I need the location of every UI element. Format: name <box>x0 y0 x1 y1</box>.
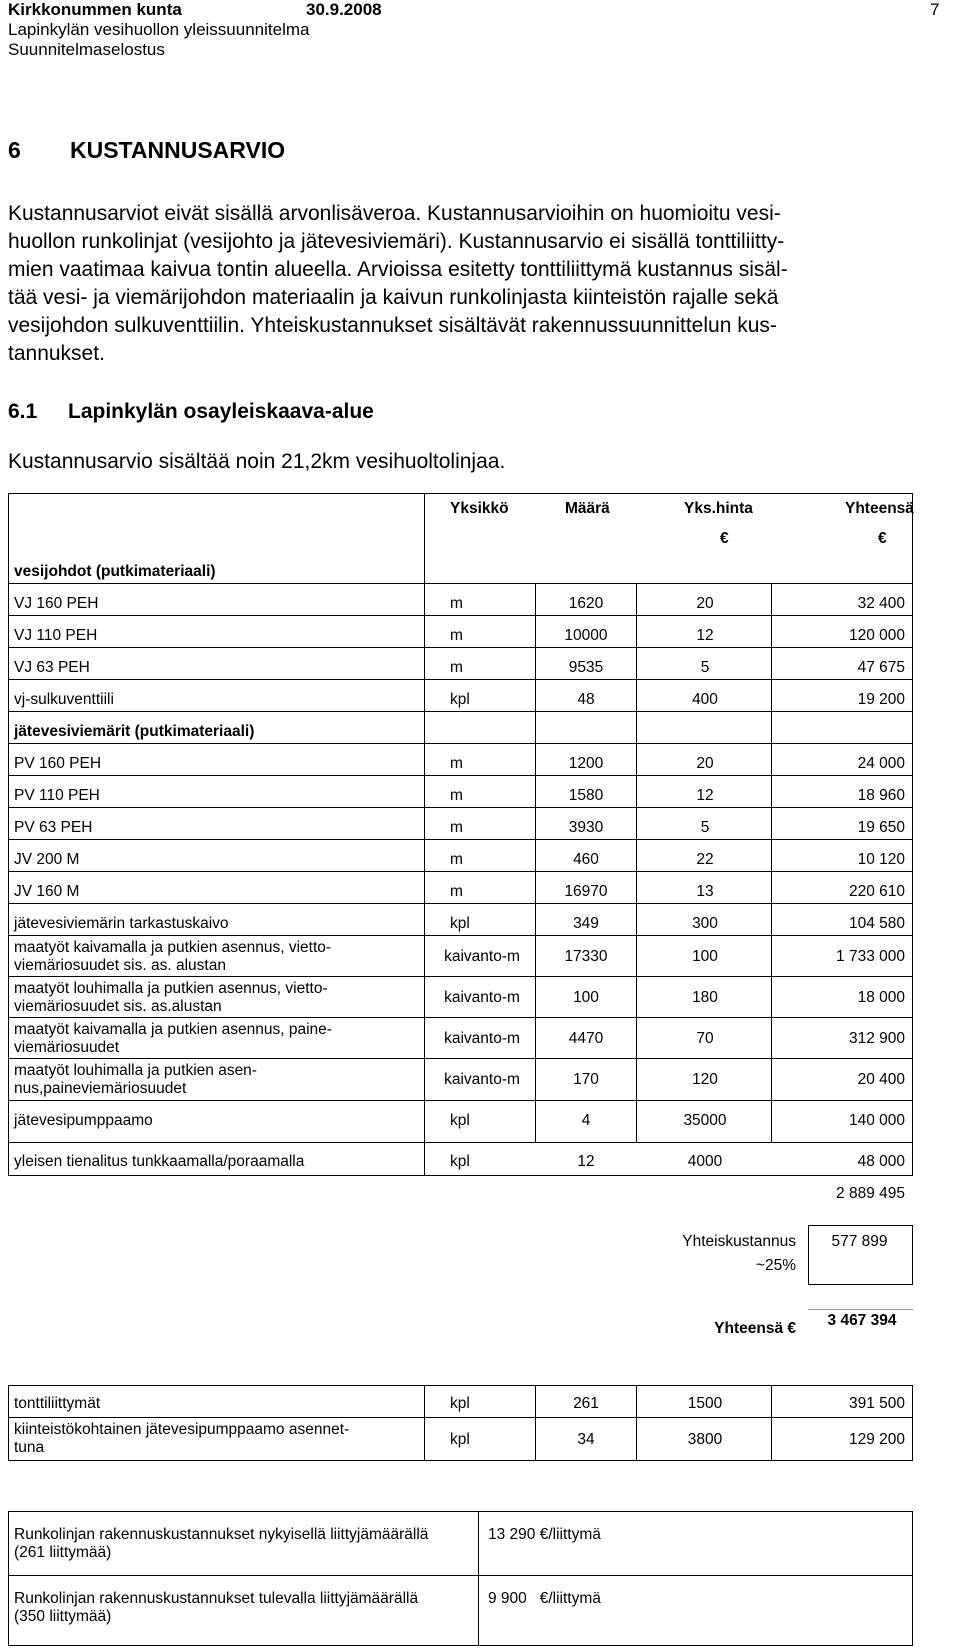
header-currency-unit-price: € <box>720 530 729 547</box>
row-total: 19 650 <box>857 819 905 836</box>
row-price: 13 <box>696 883 714 900</box>
row-total: 312 900 <box>848 1030 905 1047</box>
section-title: Lapinkylän osayleiskaava-alue <box>68 400 374 423</box>
joint-costs-value: 577 899 <box>831 1233 888 1250</box>
row-item: maatyöt louhimalla ja putkien asennus, vietto- <box>14 980 328 997</box>
row-unit: m <box>450 659 463 676</box>
row-item: tonttiliittymät <box>14 1395 101 1412</box>
row-qty: 9535 <box>568 659 604 676</box>
row-price: 5 <box>700 659 710 676</box>
row-item: maatyöt kaivamalla ja putkien asennus, vietto- <box>14 939 332 956</box>
row-item: jätevesiviemärin tarkastuskaivo <box>14 915 229 932</box>
row-unit: kpl <box>450 1153 470 1170</box>
row-total: 129 200 <box>848 1431 905 1448</box>
row-item: VJ 110 PEH <box>14 627 98 644</box>
row-price: 180 <box>692 989 718 1006</box>
row-item-cont: nus,paineviemäriosuudet <box>14 1080 187 1097</box>
row-price: 20 <box>696 595 714 612</box>
row-item: VJ 160 PEH <box>14 595 99 612</box>
row-item: JV 200 M <box>14 851 80 868</box>
row-qty: 3930 <box>568 819 604 836</box>
row-value: 13 290 €/liittymä <box>488 1526 601 1543</box>
row-price: 1500 <box>687 1395 723 1412</box>
page-number: 7 <box>930 0 940 19</box>
row-item-cont: viemäriosuudet sis. as.alustan <box>14 998 222 1015</box>
row-unit: m <box>450 851 463 868</box>
row-total: 220 610 <box>848 883 905 900</box>
row-total: 48 000 <box>857 1153 905 1170</box>
summary-text: Kustannusarvio sisältää noin 21,2km vesihuoltolinjaa. <box>8 450 506 473</box>
group-sewer-lines: jätevesiviemärit (putkimateriaali) <box>14 723 255 740</box>
row-item: yleisen tienalitus tunkkaamalla/poraamalla <box>14 1153 305 1170</box>
row-unit: m <box>450 595 463 612</box>
row-qty: 12 <box>577 1153 595 1170</box>
row-price: 120 <box>692 1071 718 1088</box>
intro-line: vesijohdon sulkuventtiilin. Yhteiskustannukset sisältävät rakennussuunnittelun kus- <box>8 314 777 337</box>
header-unit-price: Yks.hinta <box>684 500 753 517</box>
row-unit: m <box>450 755 463 772</box>
row-price: 12 <box>696 787 714 804</box>
row-item: PV 110 PEH <box>14 787 100 804</box>
row-qty: 16970 <box>564 883 608 900</box>
row-unit: kpl <box>450 691 470 708</box>
row-total: 120 000 <box>848 627 905 644</box>
header-company: Kirkkonummen kunta <box>8 0 182 19</box>
row-unit: m <box>450 627 463 644</box>
row-item: kiinteistökohtainen jätevesipumppaamo asennet- <box>14 1421 350 1438</box>
row-price: 100 <box>692 948 718 965</box>
row-qty: 100 <box>573 989 599 1006</box>
row-price: 400 <box>692 691 718 708</box>
row-unit: kpl <box>450 1431 470 1448</box>
row-total: 47 675 <box>857 659 905 676</box>
row-unit: m <box>450 883 463 900</box>
row-qty: 170 <box>573 1071 599 1088</box>
row-total: 104 580 <box>848 915 905 932</box>
row-unit: kaivanto-m <box>444 989 520 1006</box>
row-total: 24 000 <box>857 755 905 772</box>
row-label-cont: (350 liittymää) <box>14 1608 112 1625</box>
subtotal-value: 2 889 495 <box>836 1185 905 1202</box>
row-item: jätevesipumppaamo <box>14 1112 153 1129</box>
row-total: 20 400 <box>857 1071 905 1088</box>
row-price: 35000 <box>683 1112 727 1129</box>
row-price: 22 <box>696 851 714 868</box>
row-qty: 349 <box>573 915 599 932</box>
row-qty: 4470 <box>568 1030 604 1047</box>
row-total: 32 400 <box>857 595 905 612</box>
row-total: 18 000 <box>857 989 905 1006</box>
header-quantity: Määrä <box>565 500 610 517</box>
row-qty: 4 <box>581 1112 591 1129</box>
row-qty: 460 <box>573 851 599 868</box>
row-value: 9 900 €/liittymä <box>488 1590 601 1607</box>
row-price: 4000 <box>687 1153 723 1170</box>
row-total: 10 120 <box>857 851 905 868</box>
row-item: maatyöt louhimalla ja putkien asen- <box>14 1062 257 1079</box>
row-item-cont: viemäriosuudet sis. as. alustan <box>14 957 226 974</box>
row-item: VJ 63 PEH <box>14 659 90 676</box>
row-item: vj-sulkuventtiili <box>14 691 114 708</box>
header-doc-type: Suunnitelmaselostus <box>8 40 165 59</box>
joint-costs-percent: ~25% <box>755 1257 796 1274</box>
row-qty: 17330 <box>564 948 608 965</box>
intro-line: huollon runkolinjat (vesijohto ja jätevesiviemäri). Kustannusarvio ei sisällä tonttiliitty- <box>8 230 785 253</box>
chapter-title: KUSTANNUSARVIO <box>70 137 286 163</box>
row-price: 12 <box>696 627 714 644</box>
row-total: 140 000 <box>848 1112 905 1129</box>
grand-total-label: Yhteensä € <box>714 1320 796 1337</box>
intro-line: Kustannusarviot eivät sisällä arvonlisäveroa. Kustannusarvioihin on huomioitu vesi- <box>8 202 781 225</box>
row-item: JV 160 M <box>14 883 80 900</box>
row-total: 19 200 <box>857 691 905 708</box>
row-unit: m <box>450 787 463 804</box>
row-price: 300 <box>692 915 718 932</box>
header-currency-total: € <box>878 530 887 547</box>
intro-line: mien vaatimaa kaivua tontin alueella. Arvioissa esitetty tonttiliittymä kustannus sisäl- <box>8 258 788 281</box>
intro-line: tää vesi- ja viemärijohdon materiaalin ja kaivun runkolinjasta kiinteistön rajalle sekä <box>8 286 779 309</box>
header-unit: Yksikkö <box>450 500 509 517</box>
row-unit: kpl <box>450 1112 470 1129</box>
group-water-lines: vesijohdot (putkimateriaali) <box>14 563 216 580</box>
row-unit: kaivanto-m <box>444 948 520 965</box>
row-unit: m <box>450 819 463 836</box>
row-qty: 1620 <box>568 595 604 612</box>
row-item-cont: tuna <box>14 1439 45 1456</box>
row-label-cont: (261 liittymää) <box>14 1544 112 1561</box>
row-item: PV 160 PEH <box>14 755 102 772</box>
grand-total-value: 3 467 394 <box>827 1312 897 1329</box>
row-qty: 1200 <box>568 755 604 772</box>
row-unit: kaivanto-m <box>444 1030 520 1047</box>
row-item: PV 63 PEH <box>14 819 93 836</box>
row-label: Runkolinjan rakennuskustannukset nykyisellä liittyjämäärällä <box>14 1526 429 1543</box>
row-total: 18 960 <box>857 787 905 804</box>
row-price: 3800 <box>687 1431 723 1448</box>
row-qty: 1580 <box>568 787 604 804</box>
row-item: maatyöt kaivamalla ja putkien asennus, paine- <box>14 1021 332 1038</box>
row-price: 5 <box>700 819 710 836</box>
row-label: Runkolinjan rakennuskustannukset tulevalla liittyjämäärällä <box>14 1590 419 1607</box>
row-qty: 261 <box>573 1395 599 1412</box>
row-price: 70 <box>696 1030 714 1047</box>
chapter-number: 6 <box>8 137 21 163</box>
row-total: 1 733 000 <box>836 948 905 965</box>
joint-costs-label: Yhteiskustannus <box>682 1233 796 1250</box>
row-qty: 48 <box>577 691 595 708</box>
row-qty: 34 <box>577 1431 595 1448</box>
row-total: 391 500 <box>848 1395 905 1412</box>
section-number: 6.1 <box>8 400 38 423</box>
row-unit: kpl <box>450 1395 470 1412</box>
row-qty: 10000 <box>564 627 608 644</box>
header-date: 30.9.2008 <box>306 0 382 19</box>
intro-line: tannukset. <box>8 342 105 365</box>
header-plan-title: Lapinkylän vesihuollon yleissuunnitelma <box>8 20 310 39</box>
row-price: 20 <box>696 755 714 772</box>
header-total: Yhteensä <box>845 500 914 517</box>
row-unit: kpl <box>450 915 470 932</box>
row-unit: kaivanto-m <box>444 1071 520 1088</box>
row-item-cont: viemäriosuudet <box>14 1039 120 1056</box>
